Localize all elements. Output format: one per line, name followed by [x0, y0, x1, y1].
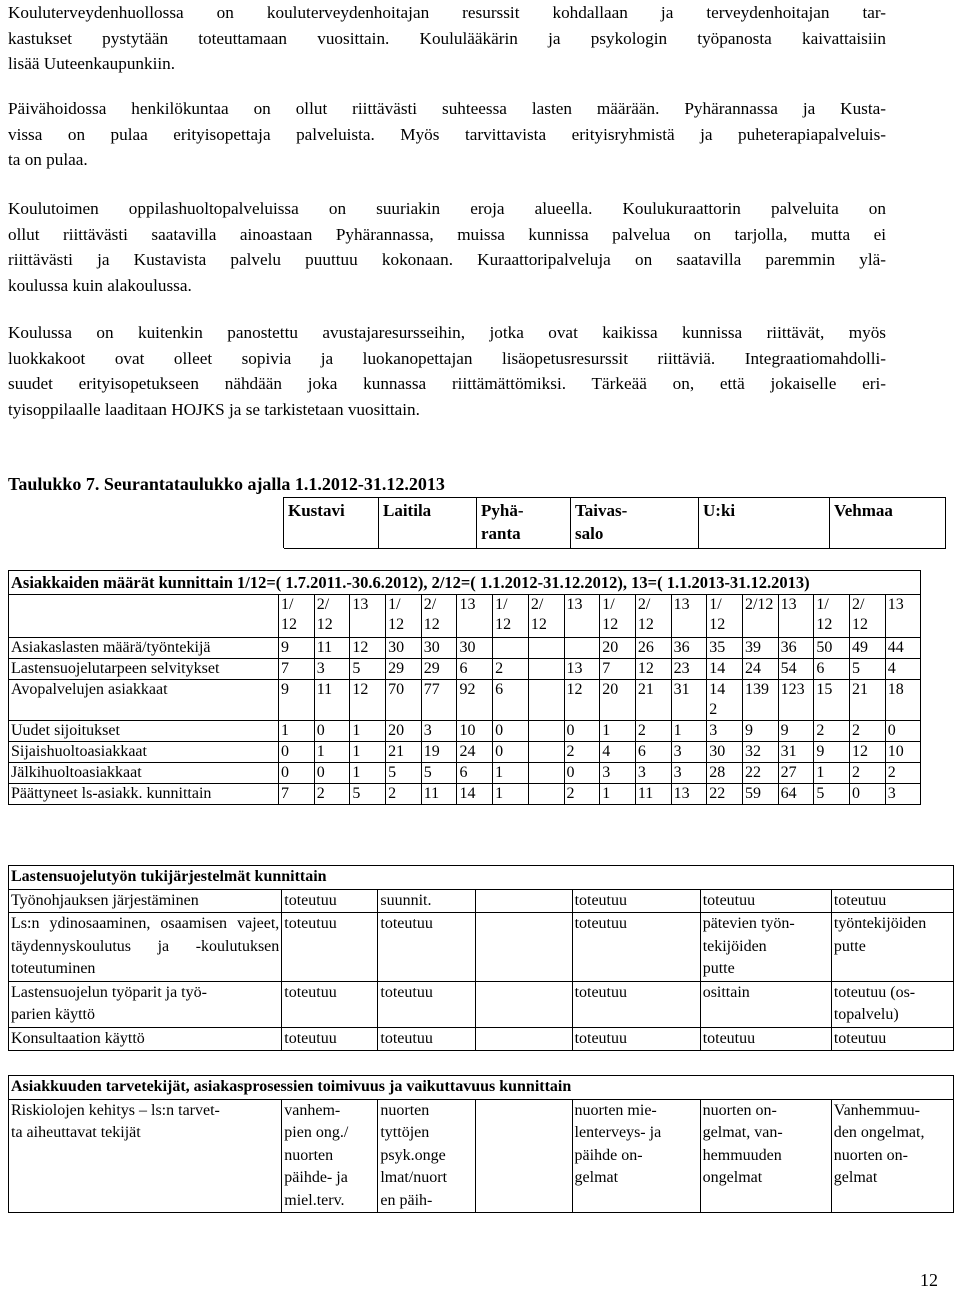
value-cell: 0	[564, 763, 600, 784]
value-cell: 9	[279, 638, 315, 659]
support-caption: Lastensuojelutyön tukijärjestelmät kunnittain	[9, 866, 954, 890]
value-cell: 1	[493, 784, 529, 805]
paragraph-line: tyisoppilaalle laaditaan HOJKS ja se tarkistetaan vuosittain.	[8, 399, 420, 419]
status-cell: suunnit.	[378, 889, 476, 913]
row-label: Päättyneet ls-asiakk. kunnittain	[9, 784, 279, 805]
value-cell: 5	[421, 763, 457, 784]
status-cell: toteutuu	[700, 1027, 831, 1051]
value-cell: 7	[600, 659, 636, 680]
value-cell: 64	[778, 784, 814, 805]
status-cell: toteutuu	[572, 913, 700, 982]
status-cell: osittain	[700, 981, 831, 1027]
value-cell: 0	[279, 763, 315, 784]
paragraph-line: ollut riittävästi saatavilla ainoastaan Pyhärannassa, muissa kunnissa palvelua on tarjolla, mutta ei	[8, 224, 886, 244]
period-header: 13	[671, 595, 707, 638]
value-cell: 22	[742, 763, 778, 784]
value-cell: 70	[386, 680, 422, 721]
paragraph-line: riittävästi ja Kustavista palvelu puuttuu kokonaan. Kuraattoripalveluja on saatavilla paremmin ylä-	[8, 250, 886, 270]
status-cell: toteutuu	[282, 1027, 378, 1051]
paragraph-line: koulussa kuin alakoulussa.	[8, 275, 192, 295]
value-cell: 1	[314, 742, 350, 763]
client-counts-table	[8, 570, 921, 805]
table-row	[9, 742, 921, 763]
status-cell	[476, 913, 572, 982]
value-cell: 11	[314, 638, 350, 659]
value-cell: 6	[635, 742, 671, 763]
status-cell: toteutuu	[378, 1027, 476, 1051]
page-number: 12	[920, 1270, 938, 1290]
value-cell: 13	[564, 659, 600, 680]
value-cell: 28	[707, 763, 743, 784]
value-cell: 20	[386, 721, 422, 742]
row-label: Lastensuojelun työparit ja työ- parien käyttö	[9, 981, 282, 1027]
value-cell: 2	[850, 721, 886, 742]
value-cell: 14	[707, 659, 743, 680]
table-row	[9, 763, 921, 784]
value-cell	[528, 680, 564, 721]
value-cell: 12	[350, 680, 386, 721]
status-cell	[476, 1027, 572, 1051]
value-cell: 18	[885, 680, 921, 721]
value-cell	[528, 721, 564, 742]
value-cell: 123	[778, 680, 814, 721]
paragraph	[8, 0, 886, 77]
value-cell: 2	[885, 763, 921, 784]
status-cell: toteutuu	[282, 981, 378, 1027]
value-cell: 7	[279, 659, 315, 680]
status-cell: toteutuu (os- topalvelu)	[831, 981, 953, 1027]
value-cell: 30	[707, 742, 743, 763]
table-row	[9, 1027, 954, 1051]
municipality-pyharanta: Pyhä- ranta	[477, 498, 571, 549]
status-cell: toteutuu	[572, 981, 700, 1027]
period-header: 2/ 12	[421, 595, 457, 638]
value-cell: 11	[421, 784, 457, 805]
value-cell: 2	[814, 721, 850, 742]
period-header: 1/ 12	[814, 595, 850, 638]
value-cell: 1	[600, 721, 636, 742]
value-cell: 5	[350, 784, 386, 805]
value-cell: 2	[850, 763, 886, 784]
period-header: 13	[885, 595, 921, 638]
value-cell: 21	[386, 742, 422, 763]
value-cell: 29	[386, 659, 422, 680]
stats-caption: Asiakkaiden määrät kunnittain 1/12=( 1.7.2011.-30.6.2012), 2/12=( 1.1.2012-31.12.2012), 13=( 1.1.2013-31.12.2013)	[9, 571, 921, 595]
status-cell: pätevien työn- tekijöiden putte	[700, 913, 831, 982]
value-cell: 6	[493, 680, 529, 721]
value-cell: 9	[742, 721, 778, 742]
table-row	[9, 981, 954, 1027]
value-cell: 77	[421, 680, 457, 721]
row-label: Konsultaation käyttö	[9, 1027, 282, 1051]
status-cell: nuorten on- gelmat, van- hemmuuden ongelmat	[700, 1099, 831, 1213]
paragraph-line: vissa on pulaa erityisopettaja palveluista. Myös tarvittavista erityisryhmistä ja puheterapiapalveluis-	[8, 124, 886, 144]
status-cell	[476, 981, 572, 1027]
status-cell: toteutuu	[282, 889, 378, 913]
value-cell: 31	[778, 742, 814, 763]
value-cell: 5	[814, 784, 850, 805]
period-header: 13	[564, 595, 600, 638]
paragraph-line: lisää Uuteenkaupunkiin.	[8, 54, 176, 74]
value-cell	[528, 638, 564, 659]
status-cell: toteutuu	[831, 1027, 953, 1051]
period-header: 2/ 12	[635, 595, 671, 638]
paragraph-line: luokkakoot ovat olleet sopivia ja luokanopettajan lisäopetusresurssit riittäviä. Integraatiomahdolli-	[8, 348, 886, 368]
value-cell: 14 2	[707, 680, 743, 721]
paragraph-line: Koulussa on kuitenkin panostettu avustajaresursseihin, jotka ovat kaikissa kunnissa riittävät, myös	[8, 323, 886, 342]
paragraph	[8, 96, 886, 173]
value-cell	[528, 784, 564, 805]
value-cell: 29	[421, 659, 457, 680]
value-cell: 14	[457, 784, 493, 805]
row-label: Avopalvelujen asiakkaat	[9, 680, 279, 721]
value-cell: 0	[885, 721, 921, 742]
value-cell: 0	[314, 721, 350, 742]
value-cell: 6	[457, 763, 493, 784]
value-cell: 10	[885, 742, 921, 763]
table-row	[9, 721, 921, 742]
value-cell: 0	[564, 721, 600, 742]
value-cell: 139	[742, 680, 778, 721]
value-cell: 24	[457, 742, 493, 763]
paragraph-line: Kouluterveydenhuollossa on kouluterveydenhoitajan resurssit kohdallaan ja terveydenhoitajan tar-	[8, 3, 886, 22]
row-label: Lastensuojelutarpeen selvitykset	[9, 659, 279, 680]
value-cell	[528, 742, 564, 763]
value-cell: 2	[564, 742, 600, 763]
period-header: 2/12	[742, 595, 778, 638]
value-cell: 54	[778, 659, 814, 680]
value-cell: 4	[600, 742, 636, 763]
value-cell: 12	[350, 638, 386, 659]
paragraph-line: Koulutoimen oppilashuoltopalveluissa on suuriakin eroja alueella. Koulukuraattorin palveluita on	[8, 199, 886, 218]
table-row	[9, 889, 954, 913]
value-cell: 20	[600, 680, 636, 721]
value-cell: 1	[493, 763, 529, 784]
value-cell: 49	[850, 638, 886, 659]
status-cell: toteutuu	[831, 889, 953, 913]
table-row	[9, 680, 921, 721]
table-row	[9, 659, 921, 680]
row-label: Asiakaslasten määrä/työntekijä	[9, 638, 279, 659]
value-cell: 21	[850, 680, 886, 721]
value-cell: 20	[600, 638, 636, 659]
value-cell: 10	[457, 721, 493, 742]
value-cell: 3	[421, 721, 457, 742]
paragraph-line: suudet erityisopetukseen nähdään joka kunnassa riittämättömiksi. Tärkeää on, että jokaiselle eri-	[8, 374, 886, 394]
municipality-laitila: Laitila	[379, 498, 477, 549]
value-cell: 12	[635, 659, 671, 680]
value-cell: 19	[421, 742, 457, 763]
value-cell: 1	[814, 763, 850, 784]
paragraph-line: Päivähoidossa henkilökuntaa on ollut riittävästi suhteessa lasten määrään. Pyhärannassa ja Kusta-	[8, 99, 886, 118]
value-cell: 30	[421, 638, 457, 659]
value-cell: 15	[814, 680, 850, 721]
value-cell: 0	[314, 763, 350, 784]
status-cell: nuorten tyttöjen psyk.onge lmat/nuort en päih-	[378, 1099, 476, 1213]
value-cell: 9	[279, 680, 315, 721]
value-cell: 6	[457, 659, 493, 680]
value-cell: 31	[671, 680, 707, 721]
value-cell: 21	[635, 680, 671, 721]
value-cell: 1	[671, 721, 707, 742]
value-cell: 39	[742, 638, 778, 659]
period-header: 1/ 12	[600, 595, 636, 638]
period-header: 13	[457, 595, 493, 638]
table-row	[9, 1099, 954, 1213]
value-cell: 9	[814, 742, 850, 763]
municipality-taivassalo: Taivas- salo	[571, 498, 699, 549]
value-cell	[493, 638, 529, 659]
row-label: Ls:n ydinosaaminen, osaamisen vajeet, täydennyskoulutus ja -koulutuksen toteutuminen	[9, 913, 282, 982]
value-cell: 3	[671, 763, 707, 784]
value-cell	[528, 659, 564, 680]
value-cell: 3	[671, 742, 707, 763]
status-cell	[476, 889, 572, 913]
value-cell: 36	[671, 638, 707, 659]
period-header: 2/ 12	[528, 595, 564, 638]
value-cell: 35	[707, 638, 743, 659]
value-cell: 5	[386, 763, 422, 784]
value-cell: 0	[493, 721, 529, 742]
value-cell: 2	[386, 784, 422, 805]
value-cell: 9	[778, 721, 814, 742]
status-cell: toteutuu	[378, 981, 476, 1027]
value-cell: 50	[814, 638, 850, 659]
value-cell: 12	[850, 742, 886, 763]
value-cell: 2	[493, 659, 529, 680]
value-cell: 3	[635, 763, 671, 784]
value-cell: 22	[707, 784, 743, 805]
row-label: Uudet sijoitukset	[9, 721, 279, 742]
municipality-header-table	[8, 497, 946, 549]
paragraph-line: ta on pulaa.	[8, 150, 88, 170]
value-cell: 2	[314, 784, 350, 805]
value-cell: 1	[600, 784, 636, 805]
status-cell: toteutuu	[572, 1027, 700, 1051]
status-cell: toteutuu	[378, 913, 476, 982]
table-row	[9, 913, 954, 982]
value-cell: 23	[671, 659, 707, 680]
table-row	[9, 784, 921, 805]
row-label: Työnohjauksen järjestäminen	[9, 889, 282, 913]
value-cell: 27	[778, 763, 814, 784]
period-header: 1/ 12	[279, 595, 315, 638]
table-row	[9, 638, 921, 659]
value-cell: 36	[778, 638, 814, 659]
value-cell: 11	[635, 784, 671, 805]
value-cell: 24	[742, 659, 778, 680]
value-cell: 59	[742, 784, 778, 805]
value-cell: 1	[350, 763, 386, 784]
value-cell	[564, 638, 600, 659]
period-header: 1/ 12	[493, 595, 529, 638]
value-cell: 3	[707, 721, 743, 742]
paragraph-line: kastukset pystytään toteuttamaan vuosittain. Koululääkärin ja psykologin työpanosta kaivattaisiin	[8, 28, 886, 48]
status-cell: toteutuu	[700, 889, 831, 913]
status-cell: toteutuu	[572, 889, 700, 913]
period-header: 1/ 12	[386, 595, 422, 638]
value-cell: 2	[635, 721, 671, 742]
status-cell	[476, 1099, 572, 1213]
value-cell: 32	[742, 742, 778, 763]
value-cell: 1	[350, 721, 386, 742]
value-cell: 3	[600, 763, 636, 784]
value-cell: 0	[850, 784, 886, 805]
municipality-uki: U:ki	[699, 498, 830, 549]
value-cell: 30	[386, 638, 422, 659]
period-header: 2/ 12	[850, 595, 886, 638]
value-cell: 1	[350, 742, 386, 763]
value-cell: 26	[635, 638, 671, 659]
paragraph	[8, 320, 886, 422]
status-cell: vanhem- pien ong./ nuorten päihde- ja miel.terv.	[282, 1099, 378, 1213]
status-cell: työntekijöiden putte	[831, 913, 953, 982]
value-cell: 7	[279, 784, 315, 805]
row-label: Jälkihuoltoasiakkaat	[9, 763, 279, 784]
municipality-kustavi: Kustavi	[284, 498, 379, 549]
value-cell: 6	[814, 659, 850, 680]
period-header: 13	[350, 595, 386, 638]
value-cell: 13	[671, 784, 707, 805]
value-cell: 12	[564, 680, 600, 721]
value-cell: 0	[493, 742, 529, 763]
value-cell: 2	[564, 784, 600, 805]
factors-caption: Asiakkuuden tarvetekijät, asiakasprosessien toimivuus ja vaikuttavuus kunnittain	[9, 1076, 954, 1100]
value-cell: 4	[885, 659, 921, 680]
support-systems-table	[8, 865, 954, 1051]
value-cell: 5	[350, 659, 386, 680]
status-cell: toteutuu	[282, 913, 378, 982]
table-title: Taulukko 7. Seurantataulukko ajalla 1.1.2012-31.12.2013	[8, 474, 445, 494]
period-header: 2/ 12	[314, 595, 350, 638]
value-cell: 1	[279, 721, 315, 742]
row-label: Riskiolojen kehitys – ls:n tarvet- ta aiheuttavat tekijät	[9, 1099, 282, 1213]
value-cell: 0	[279, 742, 315, 763]
value-cell	[528, 763, 564, 784]
period-header: 1/ 12	[707, 595, 743, 638]
value-cell: 3	[314, 659, 350, 680]
value-cell: 30	[457, 638, 493, 659]
paragraph	[8, 196, 886, 298]
municipality-vehmaa: Vehmaa	[830, 498, 946, 549]
row-label: Sijaishuoltoasiakkaat	[9, 742, 279, 763]
needs-factors-table	[8, 1075, 954, 1213]
value-cell: 92	[457, 680, 493, 721]
blank-cell	[9, 498, 284, 549]
value-cell: 3	[885, 784, 921, 805]
period-header: 13	[778, 595, 814, 638]
status-cell: nuorten mie- lenterveys- ja päihde on- gelmat	[572, 1099, 700, 1213]
status-cell: Vanhemmuu- den ongelmat, nuorten on- gelmat	[831, 1099, 953, 1213]
blank-cell	[9, 595, 279, 638]
value-cell: 5	[850, 659, 886, 680]
value-cell: 44	[885, 638, 921, 659]
value-cell: 11	[314, 680, 350, 721]
